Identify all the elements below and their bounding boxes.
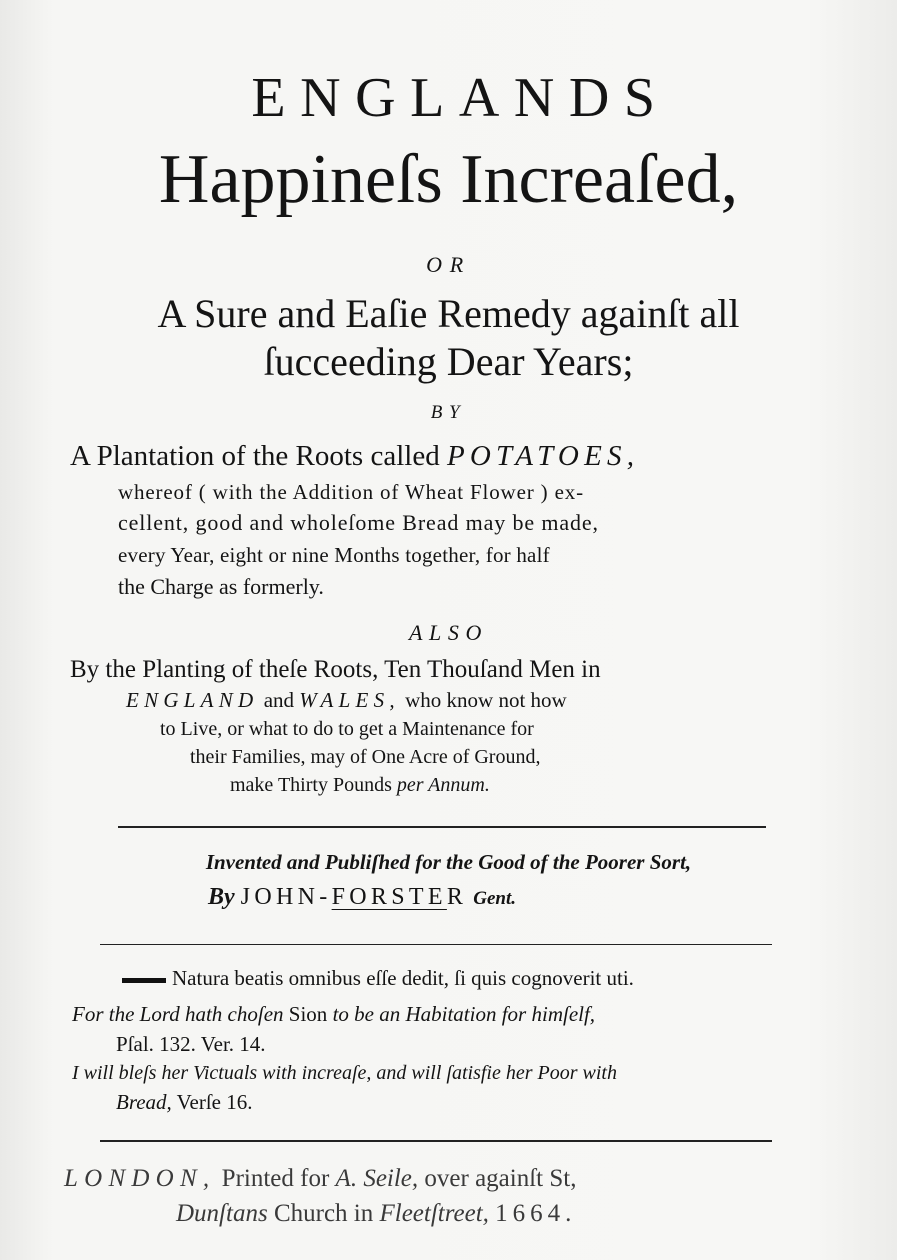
title-happiness: Happineſs Increaſed,: [158, 141, 739, 218]
also-heading: ALSO: [409, 620, 488, 645]
plantation-line-5: the Charge as formerly.: [118, 574, 324, 599]
plantation-line-4: every Year, eight or nine Months together, for half: [118, 543, 550, 567]
and-word: and: [263, 688, 295, 712]
potatoes: POTATOES,: [446, 440, 640, 472]
quote-2: I will bleſs her Victuals with increaſe, and will ſatisfie her Poor with: [72, 1062, 617, 1084]
also-line-5: [230, 774, 490, 797]
quote-1: [72, 1002, 595, 1027]
imprint-over: over againſt St,: [424, 1165, 577, 1192]
wales: WALES,: [299, 688, 400, 712]
plantation-line-3: cellent, good and wholeſome Bread may be made,: [118, 510, 599, 535]
author-name-c: R: [446, 884, 468, 910]
thirty-pounds: make Thirty Pounds: [230, 774, 392, 796]
imprint-seile: A. Seile,: [335, 1165, 419, 1192]
author-line-1: Invented and Publiſhed for the Good of the Poorer Sort,: [205, 850, 692, 874]
imprint-church: Church in: [273, 1200, 374, 1227]
quote-1-a: For the Lord hath choſen: [72, 1002, 284, 1026]
also-line-3: to Live, or what to do to get a Maintenance for: [160, 718, 534, 740]
em-dash-mark: [122, 978, 166, 983]
divider-1: [118, 826, 766, 828]
divider-3: [100, 1140, 772, 1142]
plantation-line-2: whereof ( with the Addition of Wheat Flower ) ex-: [118, 480, 584, 504]
imprint-fleetstreet: Fleetſtreet,: [379, 1200, 489, 1227]
quote-2-line-2: [116, 1090, 252, 1115]
author-gent: Gent.: [473, 888, 516, 909]
imprint-line-1: [64, 1165, 576, 1193]
divider-2: [100, 944, 772, 945]
quote-1-b: to be an Habitation for himſelf,: [332, 1002, 596, 1026]
subtitle-line-1: A Sure and Eaſie Remedy againſt all: [157, 291, 740, 336]
imprint-dunstans: Dunſtans: [176, 1200, 268, 1227]
author-line-2: [208, 884, 516, 911]
also-line-1: By the Planting of theſe Roots, Ten Thouſand Men in: [70, 656, 601, 683]
plantation-lead-text: A Plantation of the Roots called: [70, 440, 440, 472]
also-line-4: their Families, may of One Acre of Ground,: [190, 746, 541, 768]
per-annum: per Annum.: [396, 774, 490, 796]
quote-2-bread: Bread,: [116, 1090, 172, 1114]
also-line-2-rest: who know not how: [405, 688, 567, 712]
also-line-2: [126, 688, 567, 713]
title-englands: ENGLANDS: [251, 67, 670, 129]
quote-1-sion: Sion: [288, 1002, 328, 1026]
title-by: BY: [430, 402, 467, 423]
imprint-printed: Printed for: [221, 1165, 330, 1192]
quote-2-reference: Verſe 16.: [176, 1090, 253, 1114]
author-name-a: JOHN-: [240, 884, 332, 910]
plantation-lead: [70, 440, 639, 473]
subtitle-line-2: ſucceeding Dear Years;: [263, 339, 634, 384]
quote-1-reference: Pſal. 132. Ver. 14.: [116, 1032, 266, 1056]
latin-text: Natura beatis omnibus eſſe dedit, ſi quis cognoverit uti.: [172, 966, 634, 990]
imprint-year: 1664.: [495, 1200, 577, 1227]
author-name-b: FORSTE: [331, 884, 447, 910]
imprint-london: LONDON,: [64, 1165, 216, 1192]
imprint-line-2: [176, 1200, 576, 1228]
england: ENGLAND: [126, 688, 259, 712]
author-by: By: [208, 884, 235, 910]
latin-motto: [122, 966, 634, 991]
title-or: OR: [426, 252, 471, 277]
